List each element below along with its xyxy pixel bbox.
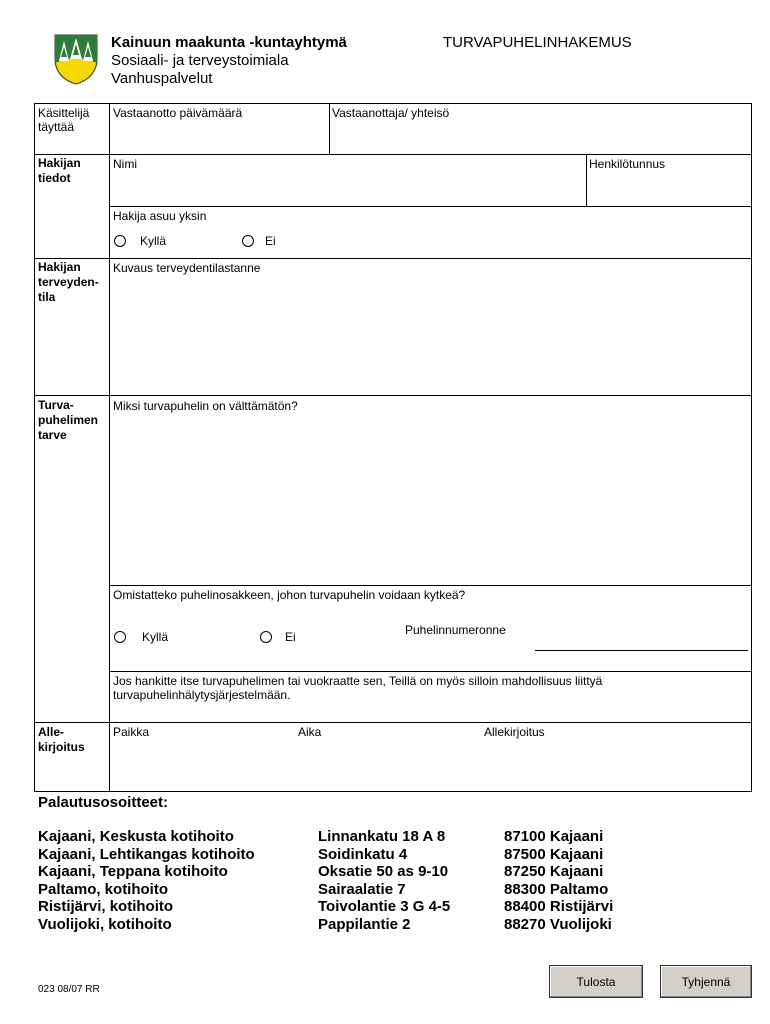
address-street: Linnankatu 18 A 8	[318, 828, 446, 845]
address-postal: 87500 Kajaani	[504, 845, 604, 863]
address-street: Soidinkatu 4	[318, 845, 408, 863]
address-postal: 87100 Kajaani	[504, 828, 604, 845]
section-label-applicant: Hakijan tiedot	[38, 156, 81, 185]
lives-alone-no-label: Ei	[265, 234, 276, 248]
org-unit: Vanhuspalvelut	[111, 70, 213, 87]
form-code: 023 08/07 RR	[38, 984, 100, 995]
why-needed-field[interactable]	[111, 415, 749, 583]
place-field[interactable]	[111, 741, 295, 789]
signature-field[interactable]	[483, 741, 749, 789]
why-needed-label: Miksi turvapuhelin on välttämätön?	[113, 399, 298, 413]
place-label: Paikka	[113, 725, 150, 739]
receiver-field[interactable]	[331, 122, 749, 152]
section-label-need: Turva-puhelimen tarve	[38, 398, 99, 442]
receiver-label: Vastaanottaja/ yhteisö	[332, 106, 450, 120]
address-street: Sairaalatie 7	[318, 880, 406, 898]
section-label-health: Hakijan terveyden-tila	[38, 260, 99, 304]
org-name: Kainuun maakunta -kuntayhtymä	[111, 34, 347, 51]
address-street: Toivolantie 3 G 4-5	[318, 898, 451, 916]
org-department: Sosiaali- ja terveystoimiala	[111, 52, 289, 69]
address-office: Ristijärvi, kotihoito	[38, 898, 174, 916]
lives-alone-yes-radio[interactable]	[114, 235, 126, 247]
ssn-label: Henkilötunnus	[589, 157, 666, 171]
phone-number-label: Puhelinnumeronne	[405, 623, 506, 637]
time-field[interactable]	[297, 741, 481, 789]
time-label: Aika	[298, 725, 322, 739]
lives-alone-label: Hakija asuu yksin	[113, 209, 207, 223]
health-description-field[interactable]	[111, 277, 749, 393]
address-office: Kajaani, Keskusta kotihoito	[38, 828, 234, 845]
subscription-yes-label: Kyllä	[142, 630, 169, 644]
received-date-field[interactable]	[111, 122, 327, 152]
address-street: Pappilantie 2	[318, 915, 411, 933]
subscription-yes-radio[interactable]	[114, 631, 126, 643]
name-field[interactable]	[111, 172, 584, 204]
address-postal: 88400 Ristijärvi	[504, 898, 614, 916]
phone-number-field[interactable]	[535, 630, 748, 650]
clear-button[interactable]: Tyhjennä	[660, 965, 752, 998]
form-title: TURVAPUHELINHAKEMUS	[443, 34, 632, 51]
address-postal: 88270 Vuolijoki	[504, 915, 612, 933]
address-office: Vuolijoki, kotihoito	[38, 915, 172, 933]
lives-alone-yes-label: Kyllä	[140, 234, 167, 248]
lives-alone-no-radio[interactable]	[242, 235, 254, 247]
subscription-no-label: Ei	[285, 630, 296, 644]
health-description-label: Kuvaus terveydentilastanne	[113, 261, 261, 275]
phone-subscription-label: Omistatteko puhelinosakkeen, johon turvapuhelin voidaan kytkeä?	[113, 588, 466, 602]
address-office: Kajaani, Lehtikangas kotihoito	[38, 845, 255, 863]
address-postal: 87250 Kajaani	[504, 863, 604, 881]
name-label: Nimi	[113, 157, 137, 171]
ssn-field[interactable]	[588, 172, 749, 204]
section-label-signature: Alle-kirjoitus	[38, 725, 85, 754]
address-office: Paltamo, kotihoito	[38, 880, 169, 898]
coat-of-arms-logo	[53, 33, 99, 85]
received-date-label: Vastaanotto päivämäärä	[113, 106, 243, 120]
return-addresses-title: Palautusosoitteet:	[38, 794, 169, 811]
address-street: Oksatie 50 as 9-10	[318, 863, 449, 881]
address-office: Kajaani, Teppana kotihoito	[38, 863, 228, 881]
section-label-handler: Käsittelijä täyttää	[38, 106, 90, 134]
rental-note: Jos hankitte itse turvapuhelimen tai vuokraatte sen, Teillä on myös silloin mahdollisuus liittyä turvapuhelinhälytysjärjestelmään.	[113, 674, 603, 702]
address-postal: 88300 Paltamo	[504, 880, 609, 898]
subscription-no-radio[interactable]	[260, 631, 272, 643]
print-button[interactable]: Tulosta	[549, 965, 643, 998]
signature-label: Allekirjoitus	[484, 725, 545, 739]
